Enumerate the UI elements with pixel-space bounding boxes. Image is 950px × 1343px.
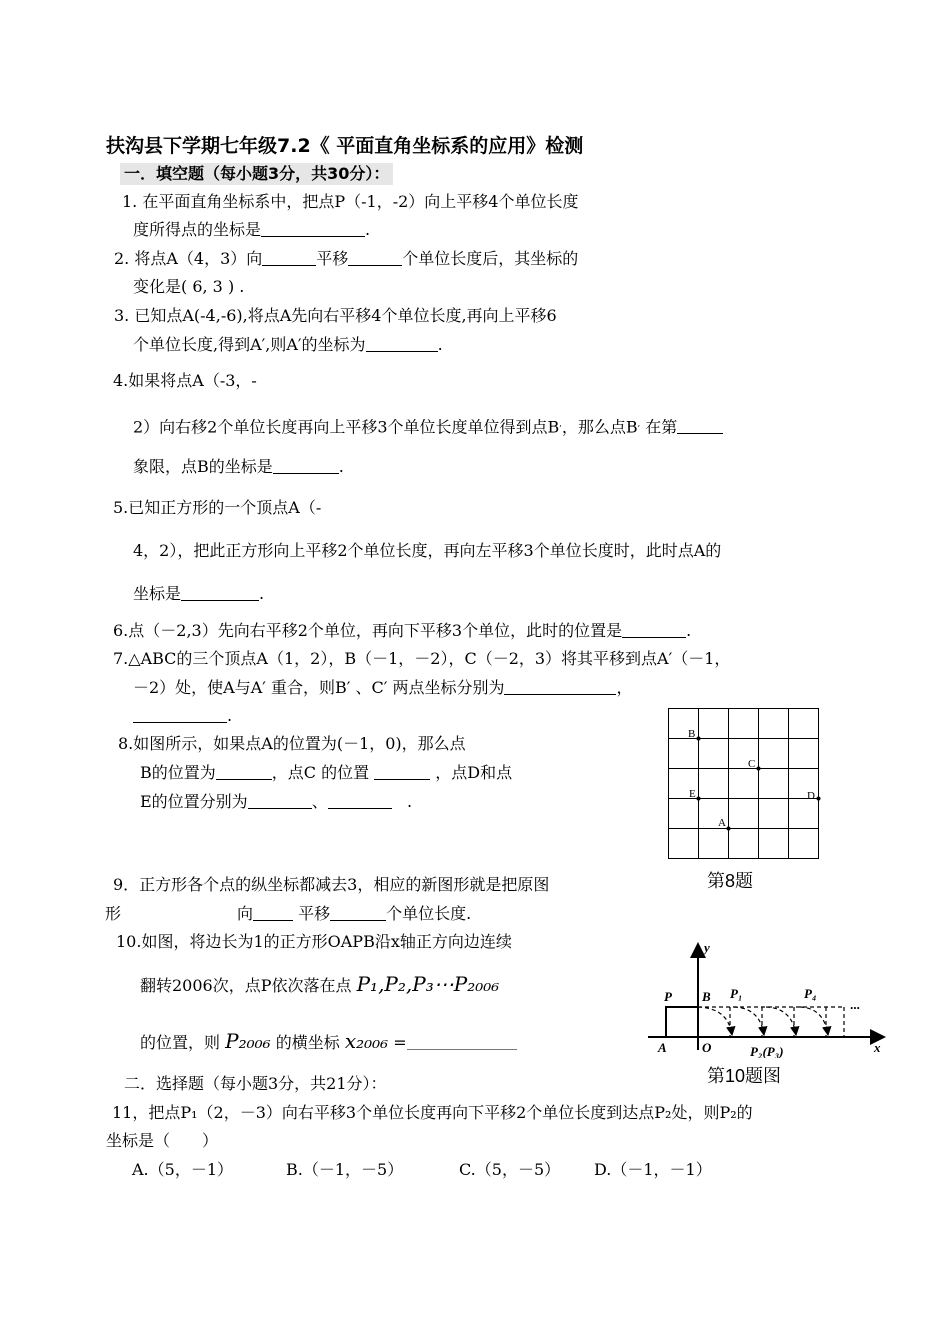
svg-text:A: A bbox=[658, 1040, 667, 1055]
svg-text:P₂(P₃): P₂(P₃) bbox=[750, 1044, 784, 1058]
page-title: 扶沟县下学期七年级7.2《 平面直角坐标系的应用》检测 bbox=[106, 135, 584, 157]
q3-answer-blank[interactable] bbox=[366, 335, 438, 352]
q8-line2: B的位置为 ，点C 的位置 ，点D和点 bbox=[140, 763, 513, 782]
svg-text:P₄: P₄ bbox=[804, 986, 817, 1001]
svg-text:P: P bbox=[664, 989, 672, 1004]
point-c bbox=[757, 767, 761, 771]
q11-option-a[interactable]: A.（5，－1） bbox=[132, 1160, 234, 1179]
q6-answer-blank[interactable] bbox=[622, 621, 686, 638]
figure-8-caption: 第8题 bbox=[707, 871, 754, 891]
q10-point-sequence: P₁,P₂,P₃⋯P₂₀₀₆ bbox=[356, 972, 500, 996]
q9-direction-blank[interactable] bbox=[253, 904, 293, 921]
point-b bbox=[697, 737, 701, 741]
q7-line1: 7.△ABC的三个顶点A（1，2），B（－1，－2），C（－2，3）将其平移到点A′（－1， bbox=[113, 649, 731, 668]
q8-c-blank[interactable] bbox=[374, 763, 430, 780]
svg-text:···: ··· bbox=[850, 1000, 860, 1015]
q2-direction-blank[interactable] bbox=[262, 249, 316, 266]
svg-text:O: O bbox=[702, 1040, 712, 1055]
q11-option-b[interactable]: B.（－1，－5） bbox=[286, 1160, 404, 1179]
label-d: D bbox=[807, 790, 815, 802]
q2-line1: 2. 将点A（4，3）向 平移 个单位长度后，其坐标的 bbox=[114, 249, 579, 268]
q8-d-blank[interactable] bbox=[248, 792, 312, 809]
q8-e-blank[interactable] bbox=[328, 792, 392, 809]
q4-quadrant-blank[interactable] bbox=[677, 417, 723, 434]
label-c: C bbox=[748, 758, 756, 770]
q9-units-blank[interactable] bbox=[330, 904, 386, 921]
q1-line1: 1. 在平面直角坐标系中，把点P（-1，-2）向上平移4个单位长度 bbox=[122, 192, 579, 211]
q10-answer-blank[interactable] bbox=[407, 1033, 517, 1050]
section-heading-choice: 二．选择题（每小题3分，共21分）： bbox=[124, 1074, 387, 1093]
svg-text:P₁: P₁ bbox=[730, 986, 743, 1001]
q7-line2: －2）处，使A与A′ 重合，则B′ 、C′ 两点坐标分别为 ， bbox=[133, 678, 633, 697]
q8-line3: E的位置分别为 、 . bbox=[140, 792, 413, 811]
q9-line2: 形 向 平移 个单位长度. bbox=[105, 904, 472, 923]
q4-coordinate-blank[interactable] bbox=[273, 457, 339, 474]
q9-line1: 9．正方形各个点的纵坐标都减去3，相应的新图形就是把原图 bbox=[113, 875, 550, 894]
q8-line1: 8.如图所示，如果点A的位置为(－1，0)，那么点 bbox=[118, 734, 466, 753]
point-a bbox=[727, 827, 731, 831]
q1-line2: 度所得点的坐标是 . bbox=[133, 220, 371, 239]
svg-text:y: y bbox=[704, 940, 710, 955]
q3-line2: 个单位长度,得到A′,则A′的坐标为 . bbox=[133, 335, 443, 354]
q2-line2: 变化是( 6, 3 ) . bbox=[133, 277, 245, 296]
q7-c-prime-blank[interactable] bbox=[133, 706, 227, 723]
q10-line3: 的位置，则 P₂₀₀₆ 的横坐标 x₂₀₀₆ = bbox=[140, 1030, 517, 1054]
q1-answer-blank[interactable] bbox=[261, 220, 365, 237]
q4-line2: 2）向右移2个单位长度再向上平移3个单位长度单位得到点B,，那么点B, 在第 bbox=[133, 413, 723, 438]
q10-line2: 翻转2006次，点P依次落在点 P₁,P₂,P₃⋯P₂₀₀₆ bbox=[140, 972, 500, 996]
q6-line1: 6.点（－2,3）先向右平移2个单位，再向下平移3个单位，此时的位置是 . bbox=[113, 621, 692, 640]
q7-line3: . bbox=[133, 705, 232, 727]
q5-line2: 4，2），把此正方形向上平移2个单位长度，再向左平移3个单位长度时，此时点A的 bbox=[133, 541, 722, 560]
q8-b-blank[interactable] bbox=[216, 763, 272, 780]
label-b: B bbox=[688, 728, 696, 740]
q5-answer-blank[interactable] bbox=[181, 584, 259, 601]
q7-b-prime-blank[interactable] bbox=[504, 678, 616, 695]
q2-units-blank[interactable] bbox=[348, 249, 402, 266]
q10-line1: 10.如图，将边长为1的正方形OAPB沿x轴正方向边连续 bbox=[116, 932, 512, 951]
point-e bbox=[697, 797, 701, 801]
label-a: A bbox=[718, 817, 726, 829]
q11-line1: 11，把点P₁（2，－3）向右平移3个单位长度再向下平移2个单位长度到达点P₂处，则P₂的 bbox=[112, 1103, 753, 1122]
svg-text:B: B bbox=[702, 989, 711, 1004]
q11-option-d[interactable]: D.（－1，－1） bbox=[594, 1160, 712, 1179]
svg-text:x: x bbox=[874, 1040, 881, 1055]
label-e: E bbox=[689, 788, 696, 800]
q5-line3: 坐标是 . bbox=[133, 584, 265, 603]
q4-line1: 4.如果将点A（-3，- bbox=[113, 371, 257, 390]
point-d bbox=[817, 797, 821, 801]
figure-8-grid bbox=[664, 704, 824, 864]
q4-line3: 象限，点B的坐标是 . bbox=[133, 457, 344, 476]
q11-option-c[interactable]: C.（5，－5） bbox=[459, 1160, 561, 1179]
q3-line1: 3. 已知点A(-4,-6),将点A先向右平移4个单位长度,再向上平移6 bbox=[114, 306, 557, 325]
q5-line1: 5.已知正方形的一个顶点A（- bbox=[113, 498, 322, 517]
figure-10-rolling-square bbox=[644, 938, 892, 1058]
q11-line2: 坐标是（ ） bbox=[106, 1131, 219, 1150]
figure-10-caption: 第10题图 bbox=[707, 1066, 782, 1086]
section-heading-fill-in: 一．填空题（每小题3分，共30分）： bbox=[120, 163, 393, 185]
